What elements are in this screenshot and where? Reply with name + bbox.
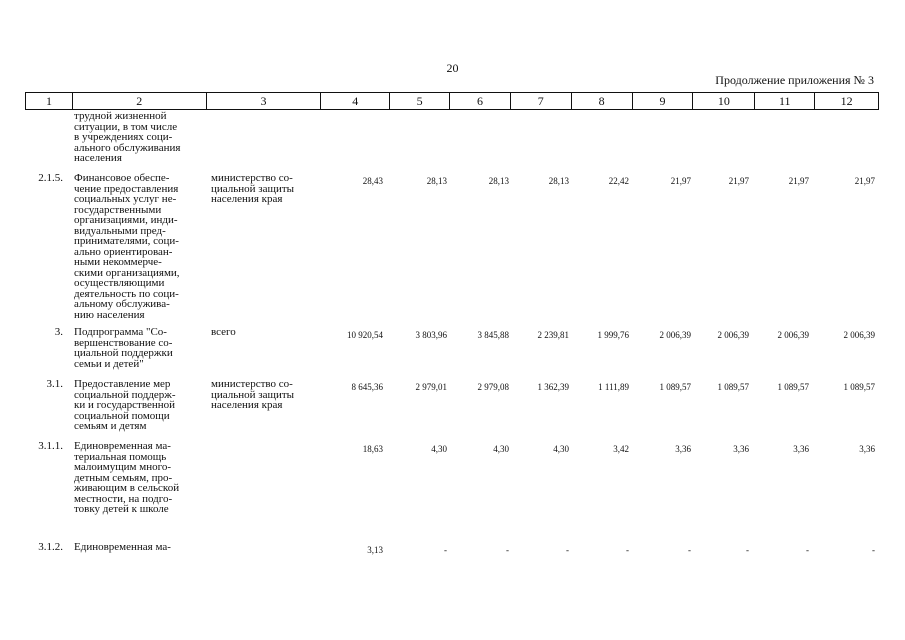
row-executor: министерство со- циальной защиты населения края	[211, 172, 295, 205]
value-cell: 21,97	[854, 176, 875, 186]
value-cell: 2 006,39	[777, 330, 809, 340]
value-cell: 1 089,57	[843, 382, 875, 392]
value-cell: -	[872, 545, 875, 555]
row-executor: всего	[211, 326, 236, 338]
value-cell: 28,13	[548, 176, 569, 186]
column-header: 5	[390, 93, 450, 109]
column-header: 7	[511, 93, 572, 109]
row-name: Подпрограмма "Со- вершенствование со- циальной поддержки семьи и детей"	[74, 326, 173, 370]
value-cell: 21,97	[728, 176, 749, 186]
row-executor: министерство со- циальной защиты населения края	[211, 378, 295, 411]
value-cell: 28,43	[362, 176, 383, 186]
column-header: 9	[633, 93, 694, 109]
row-name: трудной жизненной ситуации, в том числе в учреждениях соци- ального обслуживания населения	[74, 110, 181, 164]
row-name: Финансовое обеспе- чение предоставления социальных услуг не- государственными организациями, инди- видуальными пред- принимателями, соци- ально ориентирован- ными некоммерче- скими организациями, осуществляющими деятельность по соци- альному обслужива- нию населения	[74, 172, 180, 321]
value-cell: -	[626, 545, 629, 555]
value-cell: 2 006,39	[843, 330, 875, 340]
value-cell: 21,97	[670, 176, 691, 186]
value-cell: 1 089,57	[659, 382, 691, 392]
continuation-label: Продолжение приложения № 3	[715, 73, 874, 87]
value-cell: -	[506, 545, 509, 555]
table-header	[25, 92, 879, 110]
row-number: 3.1.1.	[38, 440, 63, 452]
value-cell: 1 089,57	[717, 382, 749, 392]
value-cell: 2 006,39	[717, 330, 749, 340]
value-cell: -	[688, 545, 691, 555]
value-cell: 8 645,36	[351, 382, 383, 392]
value-cell: 3,36	[733, 444, 749, 454]
page-number: 20	[446, 61, 459, 75]
value-cell: 18,63	[362, 444, 383, 454]
value-cell: -	[566, 545, 569, 555]
value-cell: 4,30	[431, 444, 447, 454]
value-cell: 3,36	[675, 444, 691, 454]
value-cell: 3,36	[859, 444, 875, 454]
column-header: 6	[450, 93, 511, 109]
row-number: 2.1.5.	[38, 172, 63, 184]
row-name: Предоставление мер социальной поддерж- ки и государственной социальной помощи семьям и детям	[74, 378, 176, 432]
column-header: 12	[840, 94, 853, 108]
value-cell: 22,42	[608, 176, 629, 186]
value-cell: 3 845,88	[477, 330, 509, 340]
column-header: 2	[73, 93, 207, 109]
value-cell: 2 979,01	[415, 382, 447, 392]
row-name: Единовременная ма- териальная помощь малоимущим много- детным семьям, про- живающим в сельской местности, на подго- товку детей к школе	[74, 440, 180, 515]
column-header: 4	[321, 93, 390, 109]
value-cell: 3,36	[793, 444, 809, 454]
value-cell: -	[444, 545, 447, 555]
value-cell: 3 803,96	[415, 330, 447, 340]
column-header: 11	[755, 93, 815, 109]
value-cell: 1 362,39	[537, 382, 569, 392]
row-number: 3.	[54, 326, 63, 338]
value-cell: 2 979,08	[477, 382, 509, 392]
value-cell: 28,13	[426, 176, 447, 186]
value-cell: 3,13	[367, 545, 383, 555]
value-cell: -	[746, 545, 749, 555]
value-cell: 10 920,54	[347, 330, 383, 340]
value-cell: -	[806, 545, 809, 555]
row-number: 3.1.2.	[38, 541, 63, 553]
row-name: Единовременная ма-	[74, 541, 171, 553]
value-cell: 4,30	[553, 444, 569, 454]
value-cell: 1 999,76	[597, 330, 629, 340]
value-cell: 1 089,57	[777, 382, 809, 392]
value-cell: 2 006,39	[659, 330, 691, 340]
value-cell: 2 239,81	[537, 330, 569, 340]
column-header: 10	[693, 93, 755, 109]
value-cell: 4,30	[493, 444, 509, 454]
value-cell: 1 111,89	[598, 382, 629, 392]
column-header: 3	[207, 93, 322, 109]
value-cell: 3,42	[613, 444, 629, 454]
column-header: 1	[26, 93, 73, 109]
value-cell: 21,97	[788, 176, 809, 186]
column-header: 8	[572, 93, 633, 109]
value-cell: 28,13	[488, 176, 509, 186]
row-number: 3.1.	[46, 378, 63, 390]
